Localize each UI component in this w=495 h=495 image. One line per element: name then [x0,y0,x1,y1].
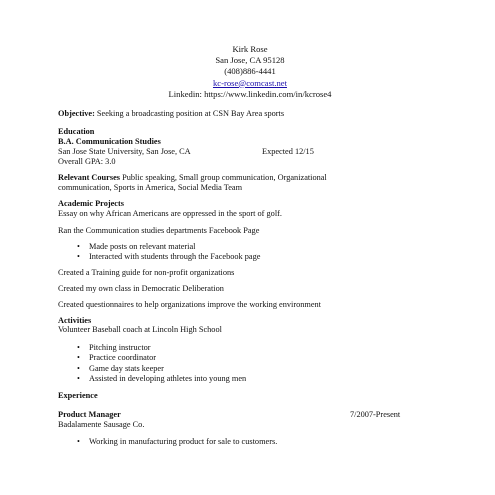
candidate-name: Kirk Rose [232,44,268,54]
objective-text: Seeking a broadcasting position at CSN Bay Area sports [94,109,285,118]
education-expected: Expected 12/15 [262,147,314,156]
list-item: • Practice coordinator [77,353,157,362]
bullet-icon: • [77,343,80,352]
relevant-courses-text: Public speaking, Small group communication, Organizational [120,173,327,182]
academic-questionnaires: Created questionnaires to help organizations improve the working environment [58,300,321,309]
candidate-linkedin: Linkedin: https://www.linkedin.com/in/kcrose4 [168,88,332,99]
relevant-courses-line-2: communication, Sports in America, Social Media Team [58,183,243,192]
academic-class: Created my own class in Democratic Deliberation [58,284,224,293]
experience-dates: 7/2007-Present [350,410,401,419]
candidate-email-link[interactable]: kc-rose@comcast.net [212,77,287,88]
education-heading: Education [58,127,95,136]
list-item: • Pitching instructor [77,343,151,352]
bullet-icon: • [77,437,80,446]
candidate-address: San Jose, CA 95128 [215,55,285,66]
academic-essay: Essay on why African Americans are oppressed in the sport of golf. [58,209,282,218]
list-item: • Assisted in developing athletes into young men [77,374,247,383]
experience-company: Badalamente Sausage Co. [58,420,145,429]
bullet-icon: • [77,252,80,261]
bullet-icon: • [77,374,80,383]
list-item: • Made posts on relevant material [77,242,196,251]
resume-header [150,44,350,100]
activities-volunteer: Volunteer Baseball coach at Lincoln High School [58,325,222,334]
relevant-courses-label: Relevant Courses [58,173,120,182]
relevant-courses-line-1 [58,173,327,183]
education-school: San Jose State University, San Jose, CA [58,147,191,156]
bullet-icon: • [77,353,80,362]
academic-facebook-page: Ran the Communication studies departments Facebook Page [58,226,260,235]
list-item: • Game day stats keeper [77,364,164,373]
education-degree: B.A. Communication Studies [58,137,161,146]
list-item: • Working in manufacturing product for sale to customers. [77,437,278,446]
education-gpa: Overall GPA: 3.0 [58,157,116,166]
experience-heading: Experience [58,391,98,400]
list-item: • Interacted with students through the Facebook page [77,252,261,261]
candidate-phone: (408)886-4441 [224,66,276,77]
objective-line [58,109,284,119]
experience-job-title: Product Manager [58,410,121,419]
objective-label: Objective: [58,109,95,118]
academic-projects-heading: Academic Projects [58,199,124,208]
bullet-icon: • [77,242,80,251]
bullet-icon: • [77,364,80,373]
activities-heading: Activities [58,316,92,325]
academic-training-guide: Created a Training guide for non-profit organizations [58,268,235,277]
